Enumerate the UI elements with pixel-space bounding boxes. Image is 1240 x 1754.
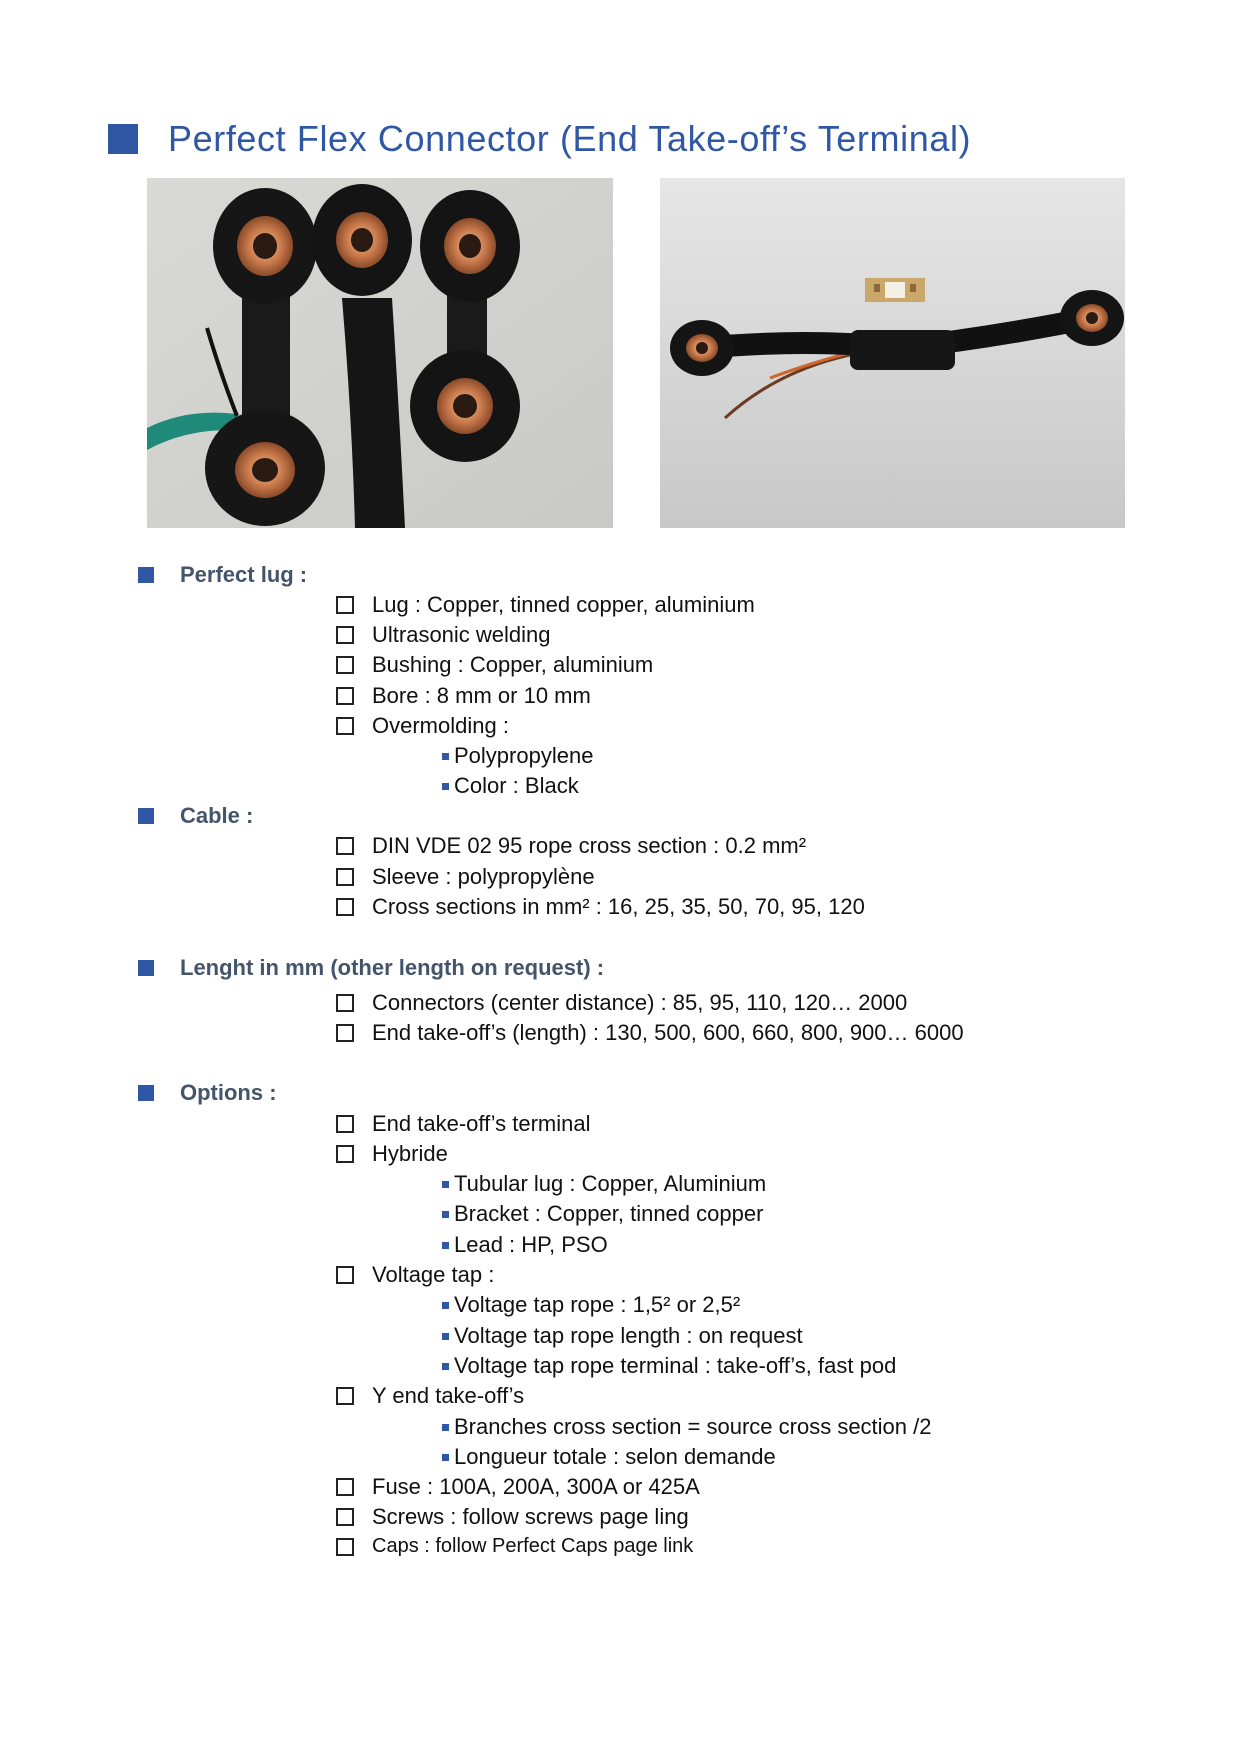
assembly-with-fuse-photo-icon [660,178,1125,528]
item-text: Caps : follow Perfect Caps page link [372,1535,694,1557]
item-text: DIN VDE 02 95 rope cross section : 0.2 mm² [372,833,807,858]
sub-bullet-icon [442,1333,449,1340]
assembly-photo [660,178,1125,528]
item-text: Bushing : Copper, aluminium [372,652,654,677]
checkbox-icon [336,1508,354,1526]
sub-item [442,1201,763,1227]
list-item [336,1111,590,1137]
sub-bullet-icon [442,1211,449,1218]
sub-bullet-icon [442,1363,449,1370]
list-item [336,1020,964,1046]
sub-item [442,1414,932,1440]
sub-text: Bracket : Copper, tinned copper [454,1201,764,1226]
sub-text: Voltage tap rope : 1,5² or 2,5² [454,1292,741,1317]
list-item [336,592,755,618]
page-header [108,118,971,160]
checkbox-icon [336,1387,354,1405]
list-item [336,1535,693,1558]
sub-text: Voltage tap rope length : on request [454,1323,803,1348]
checkbox-icon [336,656,354,674]
checkbox-icon [336,868,354,886]
list-item [336,990,907,1016]
section-options [138,1080,277,1106]
list-item [336,652,653,678]
list-item [336,1141,448,1167]
sub-item [442,1323,803,1349]
item-text: Sleeve : polypropylène [372,864,595,889]
section-title: Options : [180,1080,277,1105]
sub-bullet-icon [442,1242,449,1249]
list-item [336,1504,689,1530]
checkbox-icon [336,898,354,916]
checkbox-icon [336,1145,354,1163]
list-item [336,622,551,648]
section-title: Perfect lug : [180,562,308,587]
checkbox-icon [336,626,354,644]
checkbox-icon [336,837,354,855]
sub-bullet-icon [442,1181,449,1188]
item-text: Voltage tap : [372,1262,495,1287]
sub-text: Longueur totale : selon demande [454,1444,776,1469]
section-perfect-lug [138,562,307,588]
list-item [336,1474,700,1500]
item-text: Cross sections in mm² : 16, 25, 35, 50, 70, 95, 120 [372,894,865,919]
sub-bullet-icon [442,1302,449,1309]
checkbox-icon [336,687,354,705]
checkbox-icon [336,1024,354,1042]
connectors-photo [147,178,613,528]
checkbox-icon [336,1478,354,1496]
sub-text: Lead : HP, PSO [454,1232,608,1257]
item-text: Bore : 8 mm or 10 mm [372,683,591,708]
sub-bullet-icon [442,753,449,760]
title-square-icon [108,124,138,154]
sub-text: Voltage tap rope terminal : take-off’s, fast pod [454,1353,897,1378]
section-bullet-icon [138,1085,154,1101]
sub-item [442,743,593,769]
sub-item [442,1353,896,1379]
checkbox-icon [336,1538,354,1556]
item-text: Screws : follow screws page ling [372,1504,689,1529]
sub-text: Color : Black [454,773,579,798]
list-item [336,1262,494,1288]
list-item [336,833,806,859]
page-title: Perfect Flex Connector (End Take-off’s Terminal) [168,118,972,159]
checkbox-icon [336,994,354,1012]
item-text: End take-off’s terminal [372,1111,591,1136]
section-title: Lenght in mm (other length on request) : [180,955,605,980]
item-text: Y end take-off’s [372,1383,525,1408]
list-item [336,894,865,920]
list-item [336,713,509,739]
sub-item [442,1292,740,1318]
sub-bullet-icon [442,783,449,790]
item-text: End take-off’s (length) : 130, 500, 600, 660, 800, 900… 6000 [372,1020,964,1045]
section-bullet-icon [138,808,154,824]
connectors-photo-icon [147,178,613,528]
list-item [336,864,595,890]
checkbox-icon [336,1266,354,1284]
section-length [138,955,604,981]
checkbox-icon [336,717,354,735]
sub-item [442,1444,776,1470]
sub-bullet-icon [442,1424,449,1431]
item-text: Overmolding : [372,713,509,738]
sub-bullet-icon [442,1454,449,1461]
item-text: Lug : Copper, tinned copper, aluminium [372,592,755,617]
section-bullet-icon [138,567,154,583]
sub-text: Branches cross section = source cross section /2 [454,1414,932,1439]
checkbox-icon [336,596,354,614]
section-bullet-icon [138,960,154,976]
item-text: Hybride [372,1141,448,1166]
sub-item [442,773,579,799]
section-title: Cable : [180,803,254,828]
item-text: Fuse : 100A, 200A, 300A or 425A [372,1474,700,1499]
item-text: Ultrasonic welding [372,622,551,647]
list-item [336,1383,524,1409]
sub-item [442,1232,608,1258]
section-cable [138,803,253,829]
sub-item [442,1171,766,1197]
sub-text: Polypropylene [454,743,594,768]
list-item [336,683,591,709]
sub-text: Tubular lug : Copper, Aluminium [454,1171,767,1196]
checkbox-icon [336,1115,354,1133]
item-text: Connectors (center distance) : 85, 95, 110, 120… 2000 [372,990,908,1015]
